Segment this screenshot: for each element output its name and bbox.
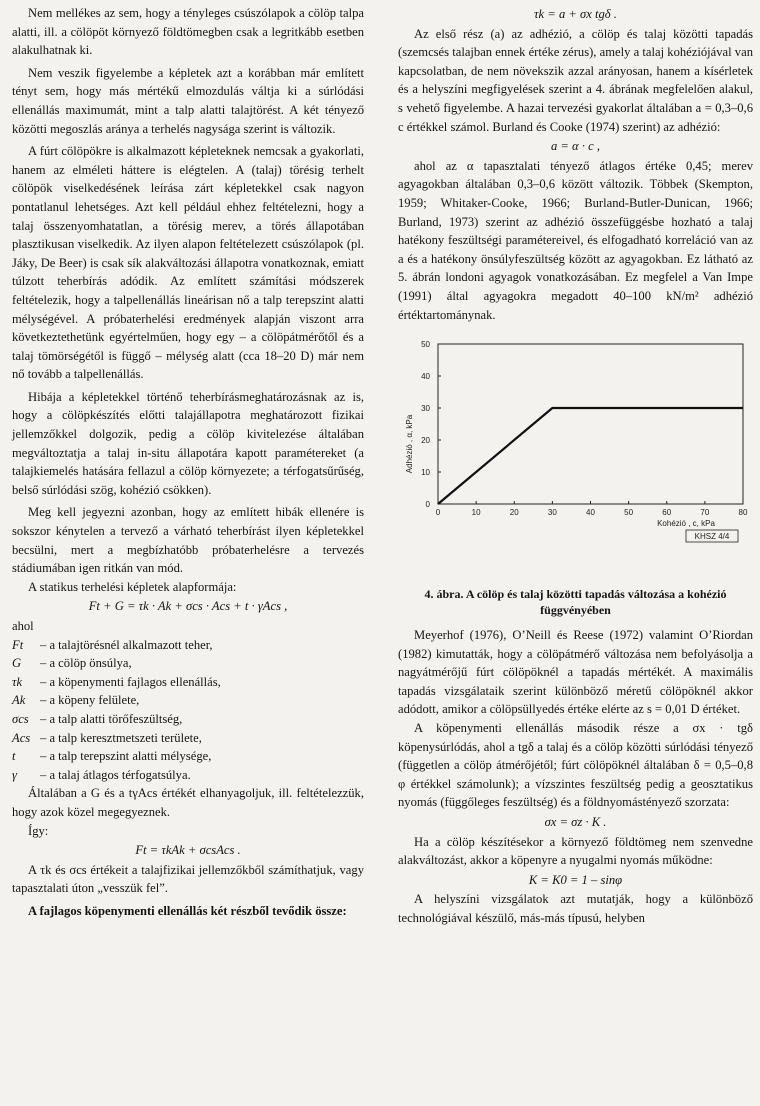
paragraph: Általában a G és a tγAcs értékét elhanyagoljuk, ill. feltételezzük, hogy azok közel megegyeznek.: [12, 786, 364, 819]
paragraph: A köpenymenti ellenállás második része a σx · tgδ köpenysúrlódás, ahol a tgδ a talaj és a cölöp közötti súrlódási tényező (független a cölöp átmérőjétől; fúrt cölöpöknél általában δ = 0,5–0,8 φ értékkel számolunk); a vízszintes feszültség pedig a geosztatikus nyomás (függőleges feszültség) és a földnyomástényező szorzata:: [398, 721, 753, 810]
x-tick-label: 50: [624, 508, 634, 518]
label-ahol: ahol: [12, 619, 34, 633]
paragraph: A helyszíni vizsgálatok azt mutatják, hogy a különböző technológiával készülő, más-más típusú, helyben: [398, 892, 753, 925]
definition-row: [12, 654, 364, 673]
y-tick-label: 50: [421, 340, 430, 350]
paragraph: A statikus terhelési képletek alapformája:: [28, 579, 237, 594]
equation: Ft = τkAk + σcsAcs .: [135, 843, 241, 858]
x-tick-label: 30: [547, 508, 557, 518]
series-line: [438, 408, 743, 504]
adhesion-chart: [398, 334, 753, 584]
y-tick-label: 40: [421, 372, 430, 382]
definition-text: – a talp terepszint alatti mélysége,: [40, 749, 212, 764]
definition-symbol: Ft: [12, 637, 24, 652]
paragraph: Nem mellékes az sem, hogy a tényleges csúszólapok a cölöp talpa alatti, ill. a cölöpöt környező földtömegben csak a legritkább esetben alakulhatnak ki.: [12, 6, 364, 58]
plot-frame: [438, 344, 743, 504]
x-tick-label: 80: [738, 508, 748, 518]
label-igy: Így:: [28, 823, 49, 838]
definition-symbol: G: [12, 656, 22, 671]
definition-symbol: τk: [12, 674, 23, 689]
stamp-label: KHSZ 4/4: [694, 532, 730, 542]
definition-text: – a talaj átlagos térfogatsúlya.: [40, 767, 191, 782]
definition-text: – a talajtörésnél alkalmazott teher,: [40, 637, 213, 652]
definition-row: [12, 747, 364, 766]
definition-row: [12, 766, 364, 785]
definition-symbol: Ak: [12, 693, 26, 708]
definition-row: [12, 673, 364, 692]
definition-row: [12, 729, 364, 748]
paragraph: Meg kell jegyezni azonban, hogy az említett hibák ellenére is sokszor kénytelen a tervező a várható teherbírást ilyen képletekkel becsülni, mert a megbízhatóbb próbaterhelésre a tervezés stádiumában igen ritkán van mód.: [12, 505, 364, 576]
paragraph: A fajlagos köpenymenti ellenállás két részből tevődik össze:: [28, 903, 347, 918]
y-axis-label: Adhézió , α, kPa: [405, 414, 414, 474]
definition-text: – a cölöp önsúlya,: [40, 656, 132, 671]
equation: τk = a + σx tgδ .: [534, 7, 617, 21]
paragraph: Hibája a képletekkel történő teherbírásmeghatározásnak az is, hogy a cölöpkészítés előtti talajállapotra meghatározott fizikai jellemzőkkel dolgozik, pedig a cölöp kivitelezése általában megváltoztatja a talaj in-situ állapotára kapott paramétereket (a talajkiemelés hatására fellazul a cölöp környezete; a térfogatsűrűség, belső súrlódási szög, kohézió csökken).: [12, 389, 364, 497]
definition-symbol: t: [12, 749, 16, 764]
paragraph: Az első rész (a) az adhézió, a cölöp és talaj közötti tapadás (szemcsés talajban ennek értéke zérus), amely a talaj kohéziójával van kapcsolatban, de nem növekszik azzal arányosan, hanem a kísérletek és a helyszíni megfigyelések szerint a 4. ábrának megfelelően alakul, s vehető figyelembe. A hazai tervezési gyakorlat általában a = 0,3–0,6 c értékkel számol. Burland és Cooke (1974) szerint) az adhézió:: [398, 26, 753, 134]
definition-text: – a köpeny felülete,: [40, 693, 140, 708]
paragraph: Nem veszik figyelembe a képletek azt a korábban már említett tényt sem, hogy más mértékű elmozdulás váltja ki a súrlódási ellenállás maximumát, mint a talp alatti talajtörést. A két tényező közötti megoszlás aránya a terhelés nagysága szerint is változik.: [12, 65, 364, 136]
equation: K = K0 = 1 – sinφ: [528, 872, 623, 887]
paragraph: ahol az α tapasztalati tényező átlagos értéke 0,45; merev agyagokban általában 0,3–0,6 között változik. Többek (Skempton, 1959; Whitaker-Cooke, 1966; Burland-Butler-Dunican, 1966; Burland, 1973) szerint az adhézió összefüggésbe hozható a talaj hatékony feszültségi paramétereivel, és elfogadható korreláció van az a és a hatékony önsúlyfeszültség között az agyagokban. Ez látható az 5. ábrán londoni agyagok vonatkozásában. Ez megfelel a Van Impe (1991) által agyagokra megadott 40–100 kN/m² adhézió értéktartománynak.: [398, 158, 753, 322]
definition-text: – a köpenymenti fajlagos ellenállás,: [40, 674, 221, 689]
paragraph: Ha a cölöp készítésekor a környező földtömeg nem szenvedne alakváltozást, akkor a köpenyre a nyugalmi nyomás működne:: [398, 834, 753, 868]
definition-row: [12, 710, 364, 729]
x-axis-label: Kohézió , c, kPa: [657, 519, 715, 529]
paragraph: A τk és σcs értékeit a talajfizikai jellemzőkből számíthatjuk, vagy tapasztalati úton „vesszük fel”.: [12, 862, 364, 896]
equation: Ft + G = τk · Ak + σcs · Acs + t · γAcs ,: [88, 599, 288, 614]
y-tick-label: 0: [425, 500, 430, 510]
equation: a = α · c ,: [550, 139, 601, 154]
x-tick-label: 0: [435, 508, 441, 518]
y-tick-label: 30: [421, 404, 430, 414]
definition-text: – a talp alatti törőfeszültség,: [40, 711, 183, 726]
figure-caption: 4. ábra. A cölöp és talaj közötti tapadás változása a kohézió függvényében: [424, 587, 727, 618]
definition-symbol: Acs: [12, 730, 31, 745]
equation: σx = σz · K .: [544, 815, 607, 830]
symbol-definitions: [12, 636, 364, 785]
paragraph: Meyerhof (1976), O’Neill és Reese (1972) valamint O’Riordan (1982) kimutatták, hogy a cölöpátmérő változása nem befolyásolja a nagyátmérőjű fúrt cölöpöknél a tapadás mértékét. A maximális tapadás vizsgálataik szerint különböző méretű cölöpöknél akkor adódott, amikor a cölöpsüllyedés értéke elérte az s = 0,01 D értéket.: [398, 628, 753, 717]
y-tick-label: 20: [421, 436, 430, 446]
definition-symbol: γ: [12, 767, 17, 782]
paragraph: A fúrt cölöpökre is alkalmazott képleteknek nemcsak a gyakorlati, hanem az elméleti háttere is elégtelen. A (talaj) törésig terhelt cölöpök viselkedésének leírása zárt képletekkel csak nagyon pontatlanul lehetséges. Azt kell például ehhez feltételezni, hogy a talaj összenyomhatatlan, a törésig merev, a törés állapotában plasztikusan viselkedik. Az ilyen alapon feltételezett csúszólapok (pl. Jáky, De Beer) is csak sík alakváltozási állapotra vonatkoznak, emiatt túlzott teherbírás adódik. Az említett számítási módszerek feltételezik, hogy a talpellenállás lineárisan nő a talp terepszint alatti mélységével. A próbaterhelési eredmények alapján viszont arra következtethetünk egyértelműen, hogy egy – a cölöpátmérőtől és a talaj tömörségétől is függő – mélység alatt (cca 18–20 D) már nem nő tovább a talpellenállás.: [12, 144, 364, 382]
definition-row: [12, 636, 364, 655]
figure-4: [398, 334, 753, 584]
definition-text: – a talp keresztmetszeti területe,: [40, 730, 202, 745]
x-tick-label: 40: [586, 508, 595, 518]
x-tick-label: 70: [700, 508, 710, 518]
x-tick-label: 20: [509, 508, 519, 518]
left-column: [12, 4, 364, 921]
y-tick-label: 10: [421, 468, 430, 478]
right-column: [398, 4, 753, 928]
definition-symbol: σcs: [12, 711, 29, 726]
x-tick-label: 60: [662, 508, 672, 518]
x-tick-label: 10: [471, 508, 481, 518]
definition-row: [12, 691, 364, 710]
